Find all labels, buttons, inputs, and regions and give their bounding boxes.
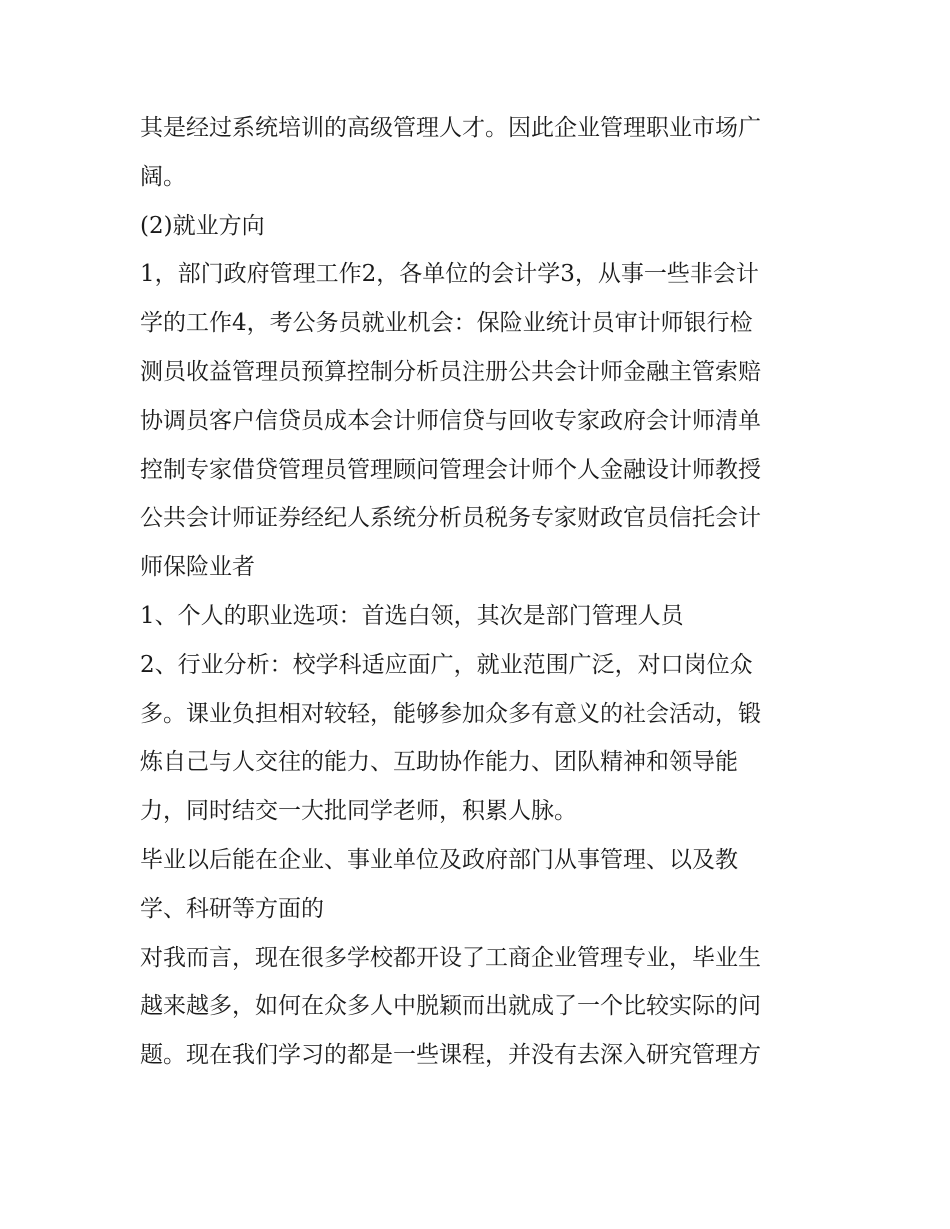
text-line: 协调员客户信贷员成本会计师信贷与回收专家政府会计师清单 (140, 407, 761, 434)
text-line: 学、科研等方面的 (140, 895, 324, 922)
text-line: 炼自己与人交往的能力、互助协作能力、团队精神和领导能 (140, 749, 738, 776)
document-body (140, 104, 820, 1080)
text-line: 毕业以后能在企业、事业单位及政府部门从事管理、以及教 (140, 846, 738, 873)
text-line: 题。现在我们学习的都是一些课程，并没有去深入研究管理方 (140, 1042, 761, 1069)
text-line: 师保险业者 (140, 554, 255, 581)
text-line: 1，部门政府管理工作2，各单位的会计学3，从事一些非会计 (140, 261, 759, 288)
section-heading: (2)就业方向 (140, 212, 265, 239)
text-line: 力，同时结交一大批同学老师，积累人脉。 (140, 798, 577, 825)
text-line: 公共会计师证券经纪人系统分析员税务专家财政官员信托会计 (140, 505, 761, 532)
text-line: 学的工作4，考公务员就业机会：保险业统计员审计师银行检 (140, 310, 753, 337)
text-line: 多。课业负担相对较轻，能够参加众多有意义的社会活动，锻 (140, 700, 761, 727)
text-line: 阔。 (140, 163, 186, 190)
text-line: 2、行业分析：校学科适应面广，就业范围广泛，对口岗位众 (140, 651, 753, 678)
text-line: 其是经过系统培训的高级管理人才。因此企业管理职业市场广 (140, 115, 761, 141)
text-line: 1、个人的职业选项：首选白领，其次是部门管理人员 (140, 602, 684, 629)
text-line: 越来越多，如何在众多人中脱颖而出就成了一个比较实际的问 (140, 993, 761, 1020)
text-line: 控制专家借贷管理员管理顾问管理会计师个人金融设计师教授 (140, 456, 761, 483)
text-line: 测员收益管理员预算控制分析员注册公共会计师金融主管索赔 (140, 358, 761, 385)
text-line: 对我而言，现在很多学校都开设了工商企业管理专业，毕业生 (140, 944, 761, 971)
